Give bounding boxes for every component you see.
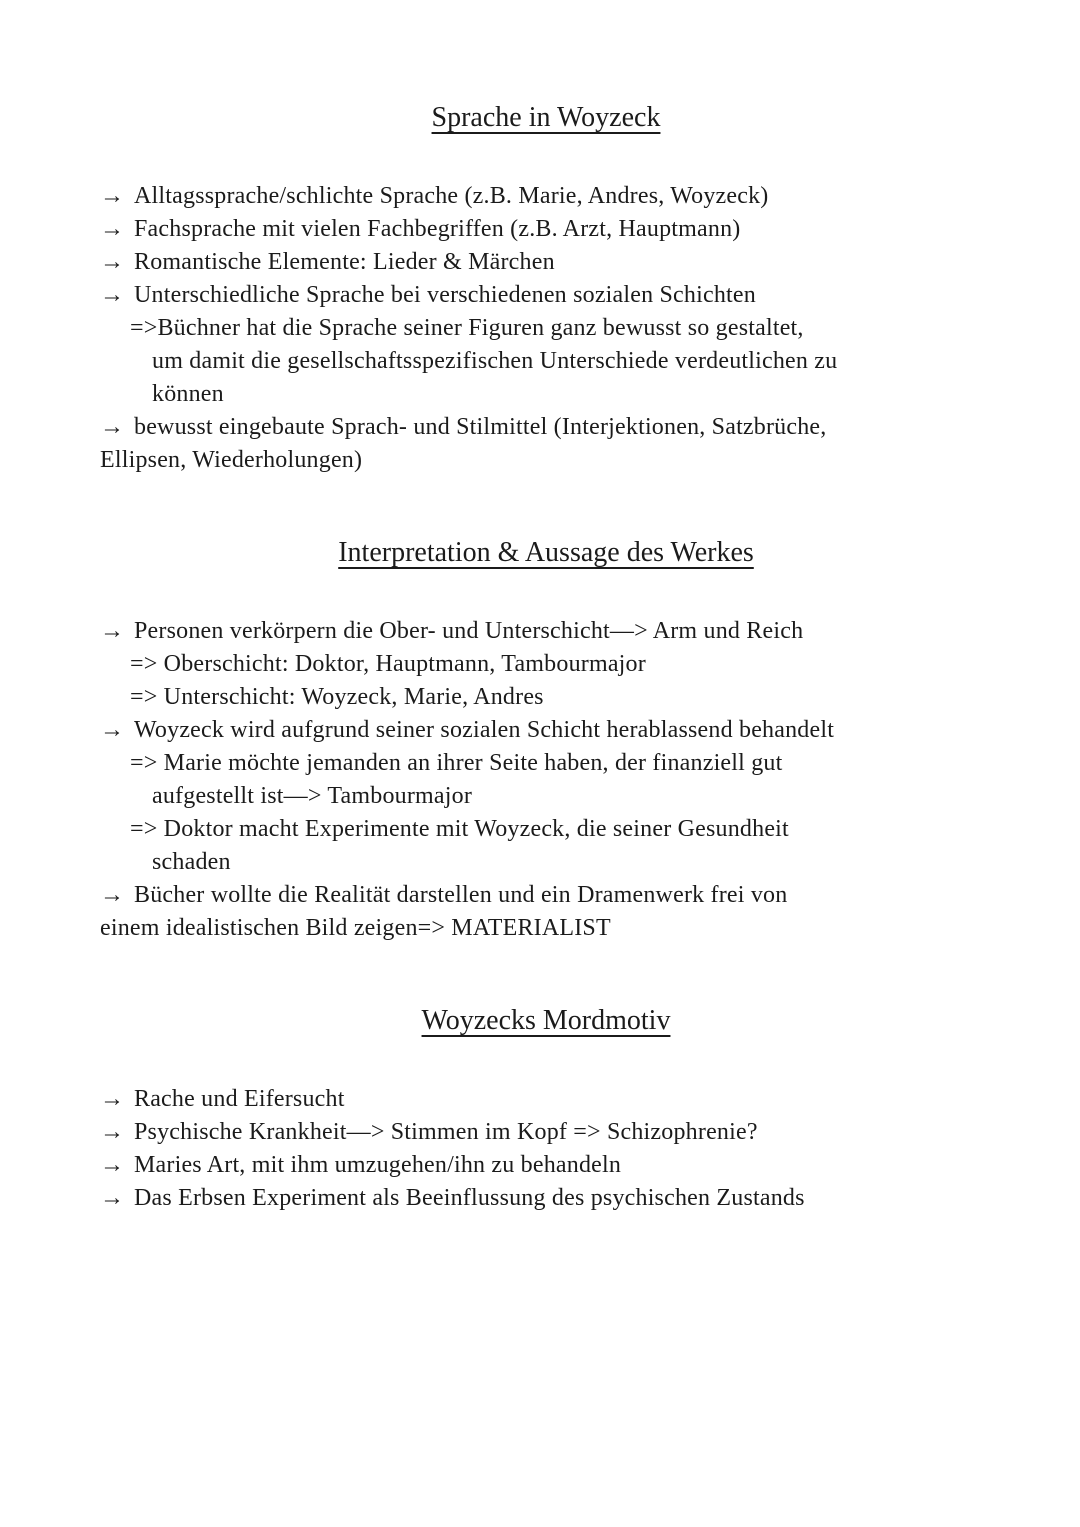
arrow-marker: → xyxy=(100,1086,125,1112)
line-text: Maries Art, mit ihm umzugehen/ihn zu behandeln xyxy=(134,1152,622,1178)
arrow-marker: → xyxy=(100,414,125,440)
arrow-marker: → xyxy=(100,249,125,275)
arrow-marker: → xyxy=(100,717,125,743)
note-line xyxy=(100,180,992,213)
note-line xyxy=(100,813,992,846)
note-line xyxy=(100,1116,992,1149)
note-section xyxy=(100,535,992,945)
line-text: Das Erbsen Experiment als Beeinflussung des psychischen Zustands xyxy=(134,1185,805,1211)
note-line xyxy=(100,714,992,747)
arrow-marker: → xyxy=(100,216,125,242)
note-line xyxy=(100,846,992,879)
note-line xyxy=(100,1083,992,1116)
section-lines xyxy=(100,615,992,945)
line-text: Fachsprache mit vielen Fachbegriffen (z.B. Arzt, Hauptmann) xyxy=(134,216,741,242)
section-lines xyxy=(100,1083,992,1215)
arrow-marker: → xyxy=(100,183,125,209)
arrow-marker: → xyxy=(100,1119,125,1145)
note-line xyxy=(100,345,992,378)
line-text: => Oberschicht: Doktor, Hauptmann, Tambourmajor xyxy=(130,651,646,677)
line-text: Psychische Krankheit—> Stimmen im Kopf => Schizophrenie? xyxy=(134,1119,758,1145)
arrow-marker: → xyxy=(100,282,125,308)
section-title-text: Interpretation & Aussage des Werkes xyxy=(338,537,754,568)
note-line xyxy=(100,780,992,813)
line-text: Ellipsen, Wiederholungen) xyxy=(100,447,363,473)
note-line xyxy=(100,747,992,780)
section-title-text: Woyzecks Mordmotiv xyxy=(421,1005,671,1036)
line-text: Unterschiedliche Sprache bei verschiedenen sozialen Schichten xyxy=(134,282,756,308)
section-lines xyxy=(100,180,992,477)
note-line xyxy=(100,411,992,444)
line-text: bewusst eingebaute Sprach- und Stilmittel (Interjektionen, Satzbrüche, xyxy=(134,414,827,440)
arrow-marker: → xyxy=(100,618,125,644)
line-text: um damit die gesellschaftsspezifischen Unterschiede verdeutlichen zu xyxy=(152,348,838,374)
section-title xyxy=(100,1003,992,1039)
line-text: Romantische Elemente: Lieder & Märchen xyxy=(134,249,555,275)
section-title xyxy=(100,535,992,571)
note-line xyxy=(100,213,992,246)
note-line xyxy=(100,378,992,411)
note-line xyxy=(100,879,992,912)
line-text: => Marie möchte jemanden an ihrer Seite haben, der finanziell gut xyxy=(130,750,783,776)
note-section xyxy=(100,1003,992,1215)
line-text: =>Büchner hat die Sprache seiner Figuren ganz bewusst so gestaltet, xyxy=(130,315,804,341)
line-text: => Doktor macht Experimente mit Woyzeck, die seiner Gesundheit xyxy=(130,816,789,842)
note-section xyxy=(100,100,992,477)
note-line xyxy=(100,648,992,681)
note-line xyxy=(100,444,992,477)
line-text: einem idealistischen Bild zeigen=> MATERIALIST xyxy=(100,915,611,941)
line-text: aufgestellt ist—> Tambourmajor xyxy=(152,783,473,809)
line-text: Alltagssprache/schlichte Sprache (z.B. Marie, Andres, Woyzeck) xyxy=(134,183,769,209)
arrow-marker: → xyxy=(100,1152,125,1178)
line-text: können xyxy=(152,381,224,407)
note-line xyxy=(100,279,992,312)
note-line xyxy=(100,246,992,279)
line-text: schaden xyxy=(152,849,231,875)
note-line xyxy=(100,912,992,945)
section-title-text: Sprache in Woyzeck xyxy=(431,102,661,133)
note-line xyxy=(100,1182,992,1215)
line-text: Personen verkörpern die Ober- und Unterschicht—> Arm und Reich xyxy=(134,618,804,644)
line-text: => Unterschicht: Woyzeck, Marie, Andres xyxy=(130,684,544,710)
arrow-marker: → xyxy=(100,882,125,908)
arrow-marker: → xyxy=(100,1185,125,1211)
section-title xyxy=(100,100,992,136)
line-text: Bücher wollte die Realität darstellen und ein Dramenwerk frei von xyxy=(134,882,788,908)
note-line xyxy=(100,312,992,345)
line-text: Woyzeck wird aufgrund seiner sozialen Schicht herablassend behandelt xyxy=(134,717,835,743)
line-text: Rache und Eifersucht xyxy=(134,1086,345,1112)
note-line xyxy=(100,615,992,648)
note-line xyxy=(100,681,992,714)
note-line xyxy=(100,1149,992,1182)
